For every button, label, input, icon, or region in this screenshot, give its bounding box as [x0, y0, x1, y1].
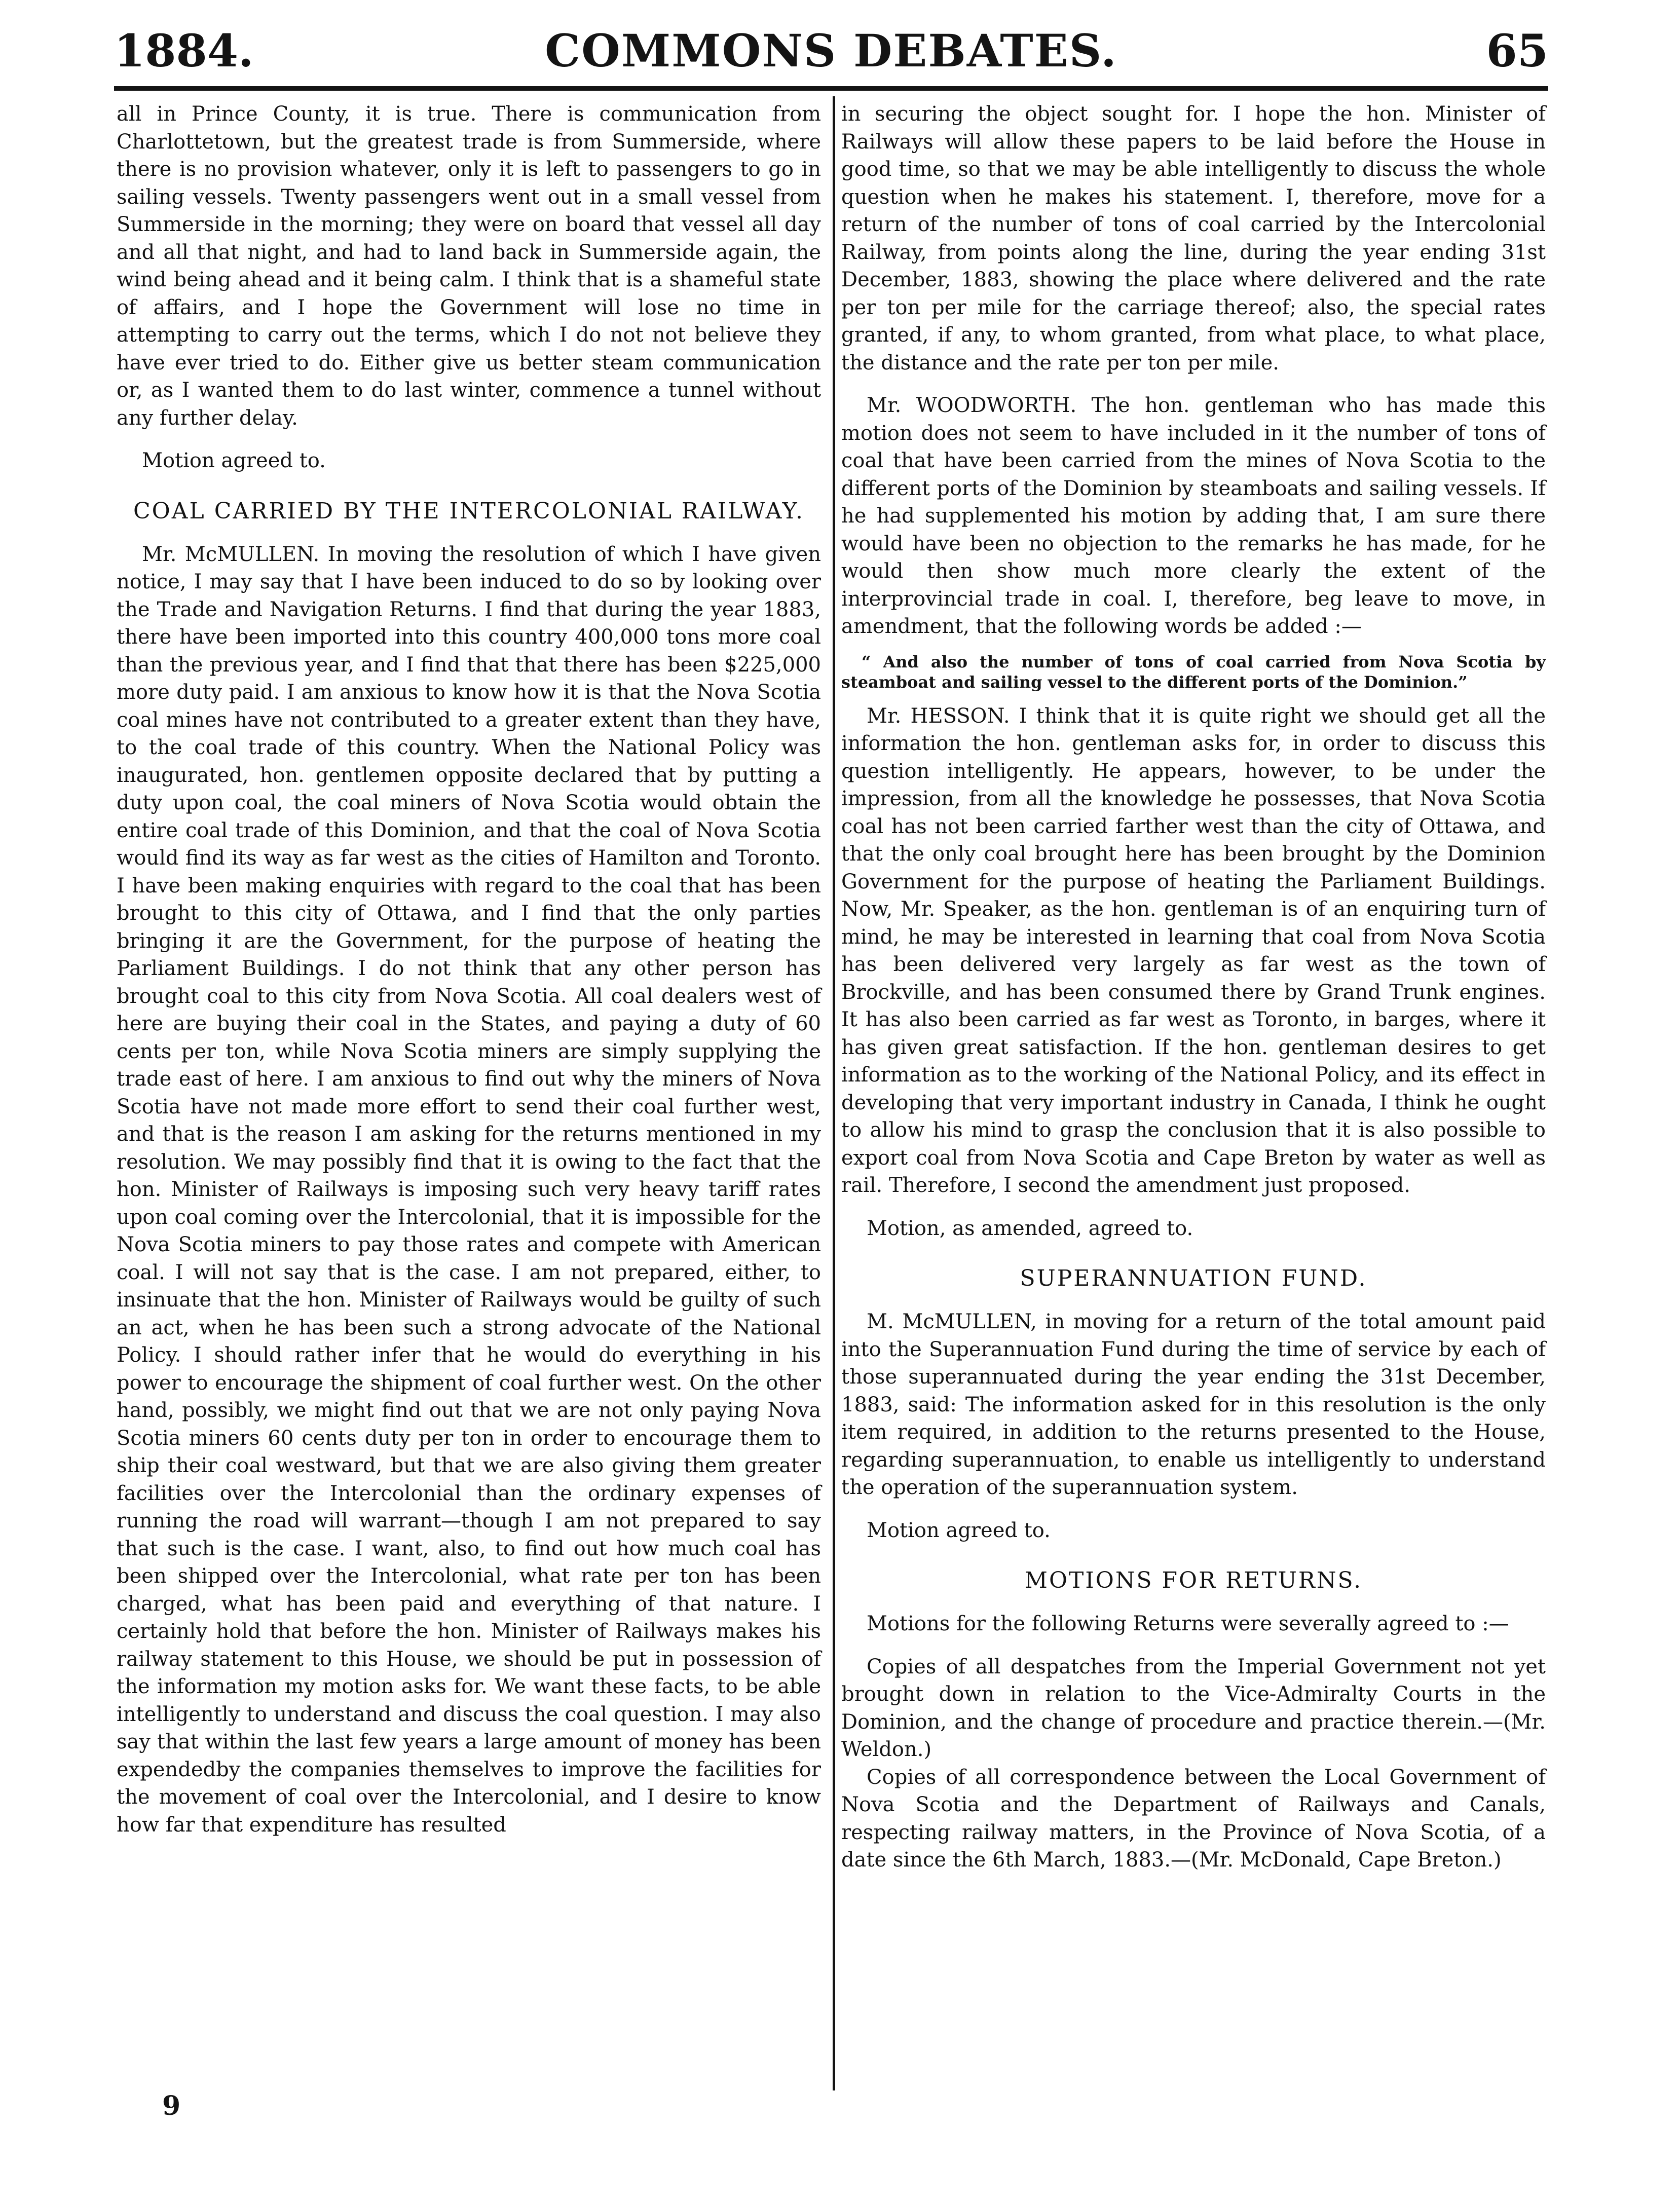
left-column [117, 100, 821, 1839]
header-page-number: 65 [1486, 24, 1548, 77]
right-paragraph-5: M. McMULLEN, in moving for a return of the total amount paid into the Superannuation Fund during the time of service by each of those superannuated during the year ending the 31st December, 1883, said: The information asked for in this resolution is the only item required, in addition to the returns presented to the House, regarding superannuation, to enable us intelligently to understand the operation of the superannuation system. [841, 1310, 1546, 1499]
right-paragraph-6: Motion agreed to. [867, 1518, 1051, 1542]
left-paragraph-2: Motion agreed to. [142, 449, 326, 472]
section-heading-motions: MOTIONS FOR RETURNS. [1024, 1567, 1363, 1593]
right-paragraph-1: in securing the object sought for. I hope the hon. Minister of Railways will allow these papers to be laid before the House in good time, so that we may be able intelligently to discuss the whole question when he makes his statement. I, therefore, move for a return of the number of tons of coal carried by the Intercolonial Railway, from points along the line, during the year ending 31st December, 1883, showing the place where delivered and the rate per ton per mile for the carriage thereof; also, the special rates granted, if any, to whom granted, from what place, to what place, the distance and the rate per ton per mile. [841, 102, 1546, 375]
signature-mark: 9 [162, 2090, 181, 2121]
amendment-quote: “ And also the number of tons of coal carried from Nova Scotia by steamboat and sailing vessel to the different ports of the Dominion.” [841, 652, 1546, 692]
right-paragraph-4: Motion, as amended, agreed to. [867, 1216, 1193, 1240]
left-paragraph-1: all in Prince County, it is true. There is communication from Charlottetown, but the greatest trade is from Summerside, where there is no provision whatever, only it is left to passengers to go in sailing vessels. Twenty passengers went out in a small vessel from Summerside in the morning; they were on board that vessel all day and all that night, and had to land back in Summerside again, the wind being ahead and it being calm. I think that is a shameful state of affairs, and I hope the Government will lose no time in attempting to carry out the terms, which I do not not believe they have ever tried to do. Either give us better steam communication or, as I wanted them to do last winter, commence a tunnel without any further delay. [117, 102, 821, 430]
right-paragraph-7: Motions for the following Returns were severally agreed to :— [867, 1612, 1509, 1635]
right-column [841, 100, 1546, 1874]
header-year: 1884. [114, 24, 254, 77]
left-paragraph-3: Mr. McMULLEN. In moving the resolution of which I have given notice, I may say that I have been induced to do so by looking over the Trade and Navigation Returns. I find that during the year 1883, there have been imported into this country 400,000 tons more coal than the previous year, and I find that that there has been $225,000 more duty paid. I am anxious to know how it is that the Nova Scotia coal mines have not contributed to a greater extent than they have, to the coal trade of this country. When the National Policy was inaugurated, hon. gentlemen opposite declared that by putting a duty upon coal, the coal miners of Nova Scotia would obtain the entire coal trade of this Dominion, and that the coal of Nova Scotia would find its way as far west as the cities of Hamilton and Toronto. I have been making enquiries with regard to the coal that has been brought to this city of Ottawa, and I find that the only parties bringing it are the Government, for the purpose of heating the Parliament Buildings. I do not think that any other person has brought coal to this city from Nova Scotia. All coal dealers west of here are buying their coal in the States, and paying a duty of 60 cents per ton, while Nova Scotia miners are simply supplying the trade east of here. I am anxious to find out why the miners of Nova Scotia have not made more effort to send their coal further west, and that is the reason I am asking for the returns mentioned in my resolution. We may possibly find that it is owing to the fact that the hon. Minister of Railways is imposing such very heavy tariff rates upon coal coming over the Intercolonial, that it is impossible for the Nova Scotia miners to pay those rates and compete with American coal. I will not say that is the case. I am not prepared, either, to insinuate that the hon. Minister of Railways would be guilty of such an act, when he has been such a strong advocate of the National Policy. I should rather infer that he would do everything in his power to encourage the shipment of coal further west. On the other hand, possibly, we might find out that we are not only paying Nova Scotia miners 60 cents duty per ton in order to encourage them to ship their coal westward, but that we are also giving them greater facilities over the Intercolonial than the ordinary expenses of running the road will warrant—though I am not prepared to say that such is the case. I want, also, to find out how much coal has been shipped over the Intercolonial, what rate per ton has been charged, what has been paid and everything of that nature. I certainly hold that before the hon. Minister of Railways makes his railway statement to this House, we should be put in possession of the information my motion asks for. We want these facts, to be able intelligently to understand and discuss the coal question. I may also say that within the last few years a large amount of money has been expendedby the companies themselves to improve the facilities for the movement of coal over the Intercolonial, and I desire to know how far that expenditure has resulted [117, 542, 821, 1837]
page-header [114, 20, 1548, 81]
right-paragraph-3: Mr. HESSON. I think that it is quite right we should get all the information the hon. gentleman asks for, in order to discuss this question intelligently. He appears, however, to be under the impression, from all the knowledge he possesses, that Nova Scotia coal has not been carried farther west than the city of Ottawa, and that the only coal brought here has been brought by the Dominion Government for the purpose of heating the Parliament Buildings. Now, Mr. Speaker, as the hon. gentleman is of an enquiring turn of mind, he may be interested in learning that coal from Nova Scotia has been delivered very largely as far west as the town of Brockville, and has been consumed there by Grand Trunk engines. It has also been carried as far west as Toronto, in barges, where it has given great satisfaction. If the hon. gentleman desires to get information as to the working of the National Policy, and its effect in developing that very important industry in Canada, I think he ought to allow his mind to grasp the conclusion that it is also possible to export coal from Nova Scotia and Cape Breton by water as well as rail. Therefore, I second the amendment just proposed. [841, 704, 1546, 1197]
header-title: COMMONS DEBATES. [545, 24, 1117, 77]
header-rule [114, 86, 1548, 91]
right-paragraph-2: Mr. WOODWORTH. The hon. gentleman who has made this motion does not seem to have included in it the number of tons of coal that have been carried from the mines of Nova Scotia to the different ports of the Dominion by steamboats and sailing vessels. If he had supplemented his motion by adding that, I am sure there would have been no objection to the remarks he has made, for he would then show much more clearly the extent of the interprovincial trade in coal. I, therefore, beg leave to move, in amendment, that the following words be added :— [841, 394, 1546, 638]
right-paragraph-8: Copies of all despatches from the Imperial Government not yet brought down in relation to the Vice-Admiralty Courts in the Dominion, and the change of procedure and practice therein.—(Mr. Weldon.) [841, 1655, 1546, 1761]
section-heading-coal: COAL CARRIED BY THE INTERCOLONIAL RAILWAY. [133, 498, 805, 524]
column-rule [833, 96, 835, 2090]
right-paragraph-9: Copies of all correspondence between the Local Government of Nova Scotia and the Department of Railways and Canals, respecting railway matters, in the Province of Nova Scotia, of a date since the 6th March, 1883.—(Mr. McDonald, Cape Breton.) [841, 1765, 1546, 1872]
section-heading-superannuation: SUPERANNUATION FUND. [1020, 1265, 1367, 1291]
